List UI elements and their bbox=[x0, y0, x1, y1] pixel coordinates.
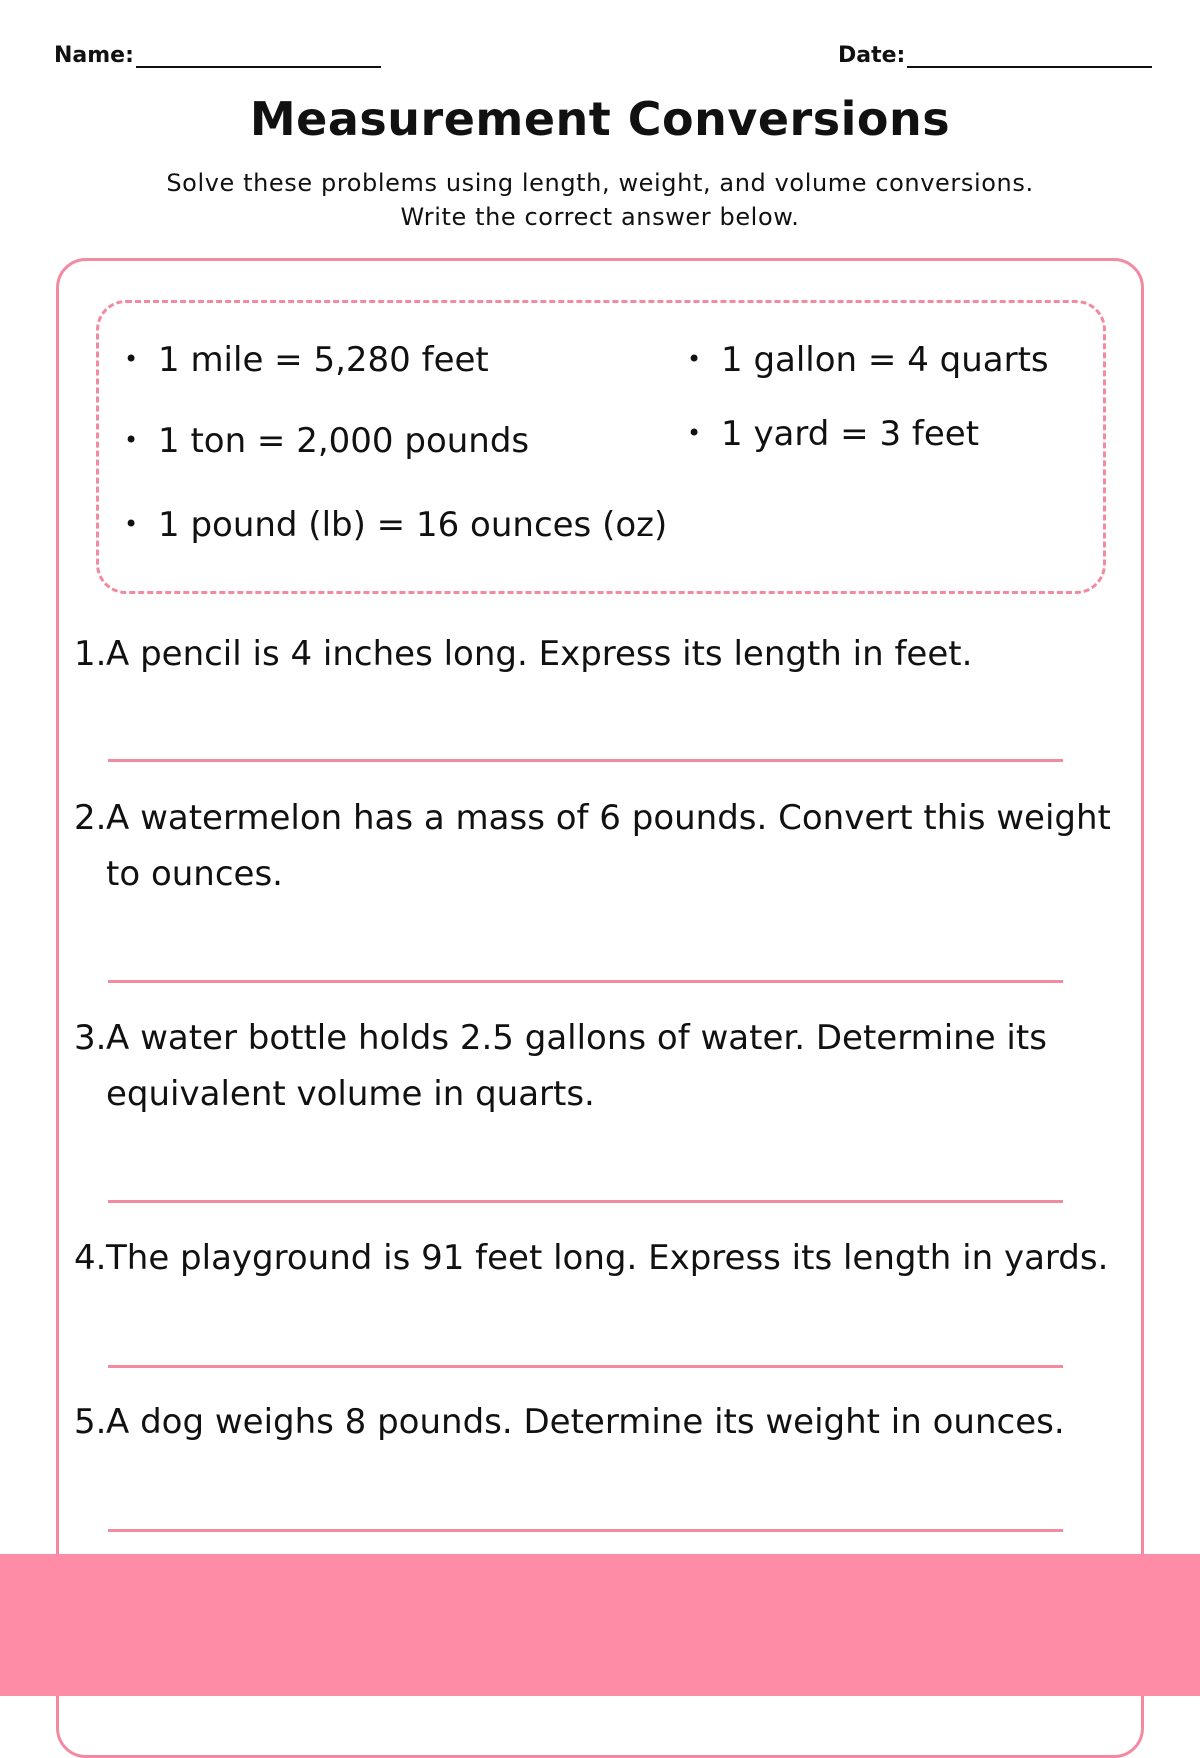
date-blank-line[interactable] bbox=[907, 40, 1152, 68]
instructions bbox=[0, 166, 1200, 234]
bullet-icon: • bbox=[124, 509, 139, 538]
bullet-icon: • bbox=[687, 344, 702, 373]
conversion-item bbox=[124, 421, 529, 461]
conversion-text: 1 gallon = 4 quarts bbox=[721, 340, 1049, 380]
date-label: Date: bbox=[838, 43, 906, 68]
answer-line-4[interactable] bbox=[108, 1365, 1063, 1368]
conversion-text: 1 yard = 3 feet bbox=[721, 414, 980, 454]
question-number: 3. bbox=[74, 1018, 107, 1058]
question-1 bbox=[74, 626, 1114, 682]
question-number: 4. bbox=[74, 1238, 107, 1278]
conversion-text: 1 ton = 2,000 pounds bbox=[158, 421, 530, 461]
question-3 bbox=[74, 1010, 1114, 1122]
question-text-continued: to ounces. bbox=[106, 854, 283, 894]
instructions-line-2: Write the correct answer below. bbox=[400, 203, 800, 231]
answer-line-5[interactable] bbox=[108, 1529, 1063, 1532]
question-text: The playground is 91 feet long. Express its length in yards. bbox=[106, 1238, 1109, 1278]
question-5 bbox=[74, 1394, 1114, 1450]
question-number: 2. bbox=[74, 798, 107, 838]
bullet-icon: • bbox=[687, 418, 702, 447]
conversion-item bbox=[687, 340, 1049, 380]
question-2 bbox=[74, 790, 1114, 902]
conversion-text: 1 mile = 5,280 feet bbox=[158, 340, 489, 380]
name-field[interactable] bbox=[54, 40, 381, 68]
answer-line-1[interactable] bbox=[108, 759, 1063, 762]
bullet-icon: • bbox=[124, 425, 139, 454]
bullet-icon: • bbox=[124, 344, 139, 373]
question-text: A dog weighs 8 pounds. Determine its weight in ounces. bbox=[106, 1402, 1065, 1442]
question-text-continued: equivalent volume in quarts. bbox=[106, 1074, 595, 1114]
answer-line-2[interactable] bbox=[108, 980, 1063, 983]
date-field[interactable] bbox=[838, 40, 1152, 68]
conversion-item bbox=[124, 505, 667, 545]
question-text: A pencil is 4 inches long. Express its length in feet. bbox=[106, 634, 973, 674]
conversion-text: 1 pound (lb) = 16 ounces (oz) bbox=[158, 505, 668, 545]
question-text: A watermelon has a mass of 6 pounds. Convert this weight bbox=[106, 798, 1111, 838]
question-number: 5. bbox=[74, 1402, 107, 1442]
page-title: Measurement Conversions bbox=[249, 92, 951, 146]
question-text: A water bottle holds 2.5 gallons of water. Determine its bbox=[106, 1018, 1047, 1058]
conversion-item bbox=[124, 340, 489, 380]
question-4 bbox=[74, 1230, 1114, 1286]
name-label: Name: bbox=[54, 43, 134, 68]
name-blank-line[interactable] bbox=[136, 40, 381, 68]
footer-band bbox=[0, 1554, 1200, 1696]
conversion-item bbox=[687, 414, 979, 454]
question-number: 1. bbox=[74, 634, 107, 674]
answer-line-3[interactable] bbox=[108, 1200, 1063, 1203]
instructions-line-1: Solve these problems using length, weight, and volume conversions. bbox=[166, 169, 1034, 197]
